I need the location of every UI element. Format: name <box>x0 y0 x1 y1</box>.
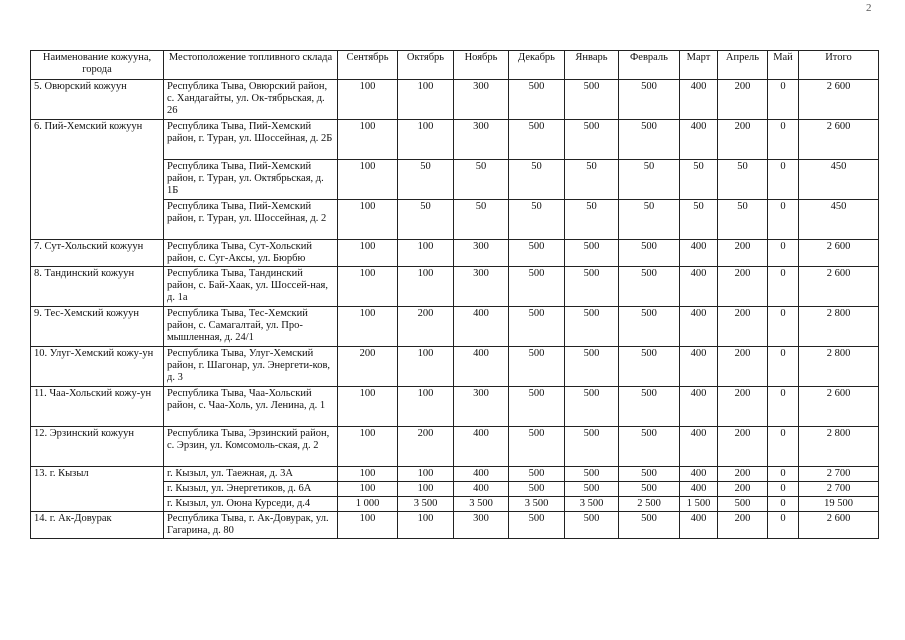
table-row <box>31 387 879 427</box>
location-cell: Республика Тыва, Тес-Хемский район, с. Самагалтай, ул. Про-мышленная, д. 24/1 <box>164 307 338 347</box>
value-cell: 400 <box>680 387 718 427</box>
district-cell: 6. Пий-Хемский кожуун <box>31 120 164 240</box>
value-cell: 100 <box>338 267 398 307</box>
value-cell: 500 <box>565 387 619 427</box>
table-row <box>31 267 879 307</box>
value-cell: 500 <box>565 307 619 347</box>
value-cell: 500 <box>565 482 619 497</box>
value-cell: 500 <box>619 387 680 427</box>
value-cell: 50 <box>718 160 768 200</box>
value-cell: 200 <box>718 467 768 482</box>
location-cell: Республика Тыва, Пий-Хемский район, г. Туран, ул. Шоссейная, д. 2Б <box>164 120 338 160</box>
value-cell: 3 500 <box>565 497 619 512</box>
value-cell: 500 <box>509 467 565 482</box>
location-cell: г. Кызыл, ул. Таежная, д. 3А <box>164 467 338 482</box>
value-cell: 2 600 <box>799 387 879 427</box>
value-cell: 500 <box>509 80 565 120</box>
value-cell: 0 <box>768 387 799 427</box>
value-cell: 500 <box>565 347 619 387</box>
value-cell: 100 <box>338 387 398 427</box>
value-cell: 400 <box>454 427 509 467</box>
table-row <box>31 347 879 387</box>
location-cell: г. Кызыл, ул. Энергетиков, д. 6А <box>164 482 338 497</box>
value-cell: 200 <box>718 387 768 427</box>
value-cell: 2 600 <box>799 80 879 120</box>
value-cell: 100 <box>338 240 398 267</box>
location-cell: Республика Тыва, Пий-Хемский район, г. Туран, ул. Шоссейная, д. 2 <box>164 200 338 240</box>
value-cell: 100 <box>338 467 398 482</box>
value-cell: 0 <box>768 120 799 160</box>
header-cell: Местоположение топливного склада <box>164 51 338 80</box>
header-cell: Наименование кожууна, города <box>31 51 164 80</box>
value-cell: 100 <box>338 427 398 467</box>
table-row <box>31 467 879 482</box>
value-cell: 200 <box>718 482 768 497</box>
value-cell: 500 <box>565 467 619 482</box>
header-cell: Февраль <box>619 51 680 80</box>
value-cell: 400 <box>680 267 718 307</box>
value-cell: 50 <box>398 200 454 240</box>
value-cell: 400 <box>680 467 718 482</box>
table-row <box>31 427 879 467</box>
value-cell: 500 <box>565 512 619 539</box>
value-cell: 100 <box>398 120 454 160</box>
location-cell: Республика Тыва, Эрзинский район, с. Эрзин, ул. Комсомоль-ская, д. 2 <box>164 427 338 467</box>
value-cell: 400 <box>680 427 718 467</box>
value-cell: 0 <box>768 200 799 240</box>
value-cell: 300 <box>454 240 509 267</box>
value-cell: 100 <box>338 482 398 497</box>
value-cell: 200 <box>718 267 768 307</box>
location-cell: Республика Тыва, Овюрский район, с. Хандагайты, ул. Ок-тябрьская, д. 26 <box>164 80 338 120</box>
district-cell: 10. Улуг-Хемский кожу-ун <box>31 347 164 387</box>
value-cell: 0 <box>768 427 799 467</box>
value-cell: 400 <box>680 512 718 539</box>
location-cell: Республика Тыва, Чаа-Хольский район, с. Чаа-Холь, ул. Ленина, д. 1 <box>164 387 338 427</box>
value-cell: 100 <box>398 482 454 497</box>
district-cell: 9. Тес-Хемский кожуун <box>31 307 164 347</box>
value-cell: 2 800 <box>799 347 879 387</box>
table-row <box>31 307 879 347</box>
header-cell: Октябрь <box>398 51 454 80</box>
value-cell: 200 <box>398 307 454 347</box>
header-cell: Апрель <box>718 51 768 80</box>
value-cell: 400 <box>454 467 509 482</box>
value-cell: 3 500 <box>398 497 454 512</box>
value-cell: 500 <box>718 497 768 512</box>
table-row <box>31 240 879 267</box>
value-cell: 0 <box>768 240 799 267</box>
value-cell: 100 <box>338 200 398 240</box>
value-cell: 50 <box>509 160 565 200</box>
value-cell: 400 <box>680 482 718 497</box>
value-cell: 50 <box>565 160 619 200</box>
value-cell: 100 <box>338 160 398 200</box>
district-cell: 12. Эрзинский кожуун <box>31 427 164 467</box>
value-cell: 500 <box>619 240 680 267</box>
value-cell: 50 <box>509 200 565 240</box>
value-cell: 450 <box>799 160 879 200</box>
value-cell: 3 500 <box>509 497 565 512</box>
header-row <box>31 51 879 80</box>
value-cell: 300 <box>454 120 509 160</box>
value-cell: 400 <box>680 120 718 160</box>
value-cell: 500 <box>565 120 619 160</box>
value-cell: 500 <box>619 512 680 539</box>
value-cell: 100 <box>398 267 454 307</box>
value-cell: 50 <box>718 200 768 240</box>
table-body <box>31 80 879 539</box>
value-cell: 300 <box>454 267 509 307</box>
value-cell: 100 <box>338 80 398 120</box>
value-cell: 2 600 <box>799 267 879 307</box>
value-cell: 0 <box>768 512 799 539</box>
value-cell: 2 600 <box>799 120 879 160</box>
value-cell: 500 <box>509 482 565 497</box>
value-cell: 500 <box>509 307 565 347</box>
value-cell: 500 <box>509 387 565 427</box>
value-cell: 300 <box>454 512 509 539</box>
value-cell: 500 <box>619 427 680 467</box>
value-cell: 500 <box>619 267 680 307</box>
value-cell: 50 <box>619 200 680 240</box>
value-cell: 500 <box>619 307 680 347</box>
value-cell: 500 <box>565 267 619 307</box>
value-cell: 0 <box>768 467 799 482</box>
fuel-supply-table <box>30 50 879 539</box>
value-cell: 2 800 <box>799 307 879 347</box>
value-cell: 500 <box>619 120 680 160</box>
value-cell: 0 <box>768 307 799 347</box>
value-cell: 500 <box>565 80 619 120</box>
value-cell: 2 500 <box>619 497 680 512</box>
value-cell: 200 <box>718 240 768 267</box>
value-cell: 2 600 <box>799 240 879 267</box>
value-cell: 500 <box>619 347 680 387</box>
header-cell: Итого <box>799 51 879 80</box>
table-row <box>31 80 879 120</box>
value-cell: 100 <box>398 347 454 387</box>
value-cell: 200 <box>718 427 768 467</box>
value-cell: 500 <box>619 80 680 120</box>
table-row <box>31 120 879 160</box>
value-cell: 100 <box>338 512 398 539</box>
value-cell: 2 600 <box>799 512 879 539</box>
value-cell: 1 500 <box>680 497 718 512</box>
value-cell: 50 <box>565 200 619 240</box>
value-cell: 400 <box>454 307 509 347</box>
value-cell: 500 <box>619 482 680 497</box>
header-cell: Ноябрь <box>454 51 509 80</box>
value-cell: 2 800 <box>799 427 879 467</box>
value-cell: 3 500 <box>454 497 509 512</box>
value-cell: 200 <box>398 427 454 467</box>
value-cell: 0 <box>768 482 799 497</box>
value-cell: 400 <box>680 347 718 387</box>
table-row <box>31 512 879 539</box>
value-cell: 0 <box>768 347 799 387</box>
value-cell: 2 700 <box>799 482 879 497</box>
value-cell: 50 <box>454 160 509 200</box>
value-cell: 500 <box>619 467 680 482</box>
value-cell: 50 <box>680 160 718 200</box>
value-cell: 300 <box>454 387 509 427</box>
value-cell: 500 <box>565 240 619 267</box>
value-cell: 500 <box>509 267 565 307</box>
page-number: 2 <box>866 2 872 14</box>
location-cell: Республика Тыва, Сут-Хольский район, с. Суг-Аксы, ул. Бюрбю <box>164 240 338 267</box>
location-cell: Республика Тыва, Пий-Хемский район, г. Туран, ул. Октябрьская, д. 1Б <box>164 160 338 200</box>
location-cell: Республика Тыва, г. Ак-Довурак, ул. Гагарина, д. 80 <box>164 512 338 539</box>
value-cell: 50 <box>398 160 454 200</box>
value-cell: 400 <box>680 307 718 347</box>
value-cell: 100 <box>398 80 454 120</box>
location-cell: г. Кызыл, ул. Оюна Курседи, д.4 <box>164 497 338 512</box>
value-cell: 100 <box>338 120 398 160</box>
value-cell: 500 <box>509 512 565 539</box>
district-cell: 13. г. Кызыл <box>31 467 164 512</box>
value-cell: 50 <box>619 160 680 200</box>
value-cell: 400 <box>454 482 509 497</box>
value-cell: 50 <box>454 200 509 240</box>
header-cell: Сентябрь <box>338 51 398 80</box>
value-cell: 200 <box>718 307 768 347</box>
value-cell: 200 <box>718 120 768 160</box>
value-cell: 100 <box>338 307 398 347</box>
district-cell: 11. Чаа-Хольский кожу-ун <box>31 387 164 427</box>
location-cell: Республика Тыва, Улуг-Хемский район, г. Шагонар, ул. Энергети-ков, д. 3 <box>164 347 338 387</box>
value-cell: 0 <box>768 160 799 200</box>
value-cell: 19 500 <box>799 497 879 512</box>
value-cell: 100 <box>398 512 454 539</box>
value-cell: 200 <box>718 80 768 120</box>
value-cell: 450 <box>799 200 879 240</box>
value-cell: 0 <box>768 267 799 307</box>
header-cell: Январь <box>565 51 619 80</box>
value-cell: 400 <box>454 347 509 387</box>
value-cell: 500 <box>509 240 565 267</box>
value-cell: 200 <box>338 347 398 387</box>
value-cell: 0 <box>768 497 799 512</box>
district-cell: 7. Сут-Хольский кожуун <box>31 240 164 267</box>
value-cell: 500 <box>509 120 565 160</box>
value-cell: 0 <box>768 80 799 120</box>
value-cell: 500 <box>565 427 619 467</box>
value-cell: 500 <box>509 347 565 387</box>
value-cell: 2 700 <box>799 467 879 482</box>
district-cell: 5. Овюрский кожуун <box>31 80 164 120</box>
value-cell: 50 <box>680 200 718 240</box>
header-cell: Май <box>768 51 799 80</box>
value-cell: 400 <box>680 80 718 120</box>
value-cell: 1 000 <box>338 497 398 512</box>
value-cell: 100 <box>398 240 454 267</box>
district-cell: 8. Тандинский кожуун <box>31 267 164 307</box>
value-cell: 200 <box>718 512 768 539</box>
header-cell: Декабрь <box>509 51 565 80</box>
value-cell: 500 <box>509 427 565 467</box>
header-cell: Март <box>680 51 718 80</box>
value-cell: 200 <box>718 347 768 387</box>
value-cell: 300 <box>454 80 509 120</box>
value-cell: 100 <box>398 387 454 427</box>
district-cell: 14. г. Ак-Довурак <box>31 512 164 539</box>
location-cell: Республика Тыва, Тандинский район, с. Бай-Хаак, ул. Шоссей-ная, д. 1а <box>164 267 338 307</box>
value-cell: 100 <box>398 467 454 482</box>
value-cell: 400 <box>680 240 718 267</box>
